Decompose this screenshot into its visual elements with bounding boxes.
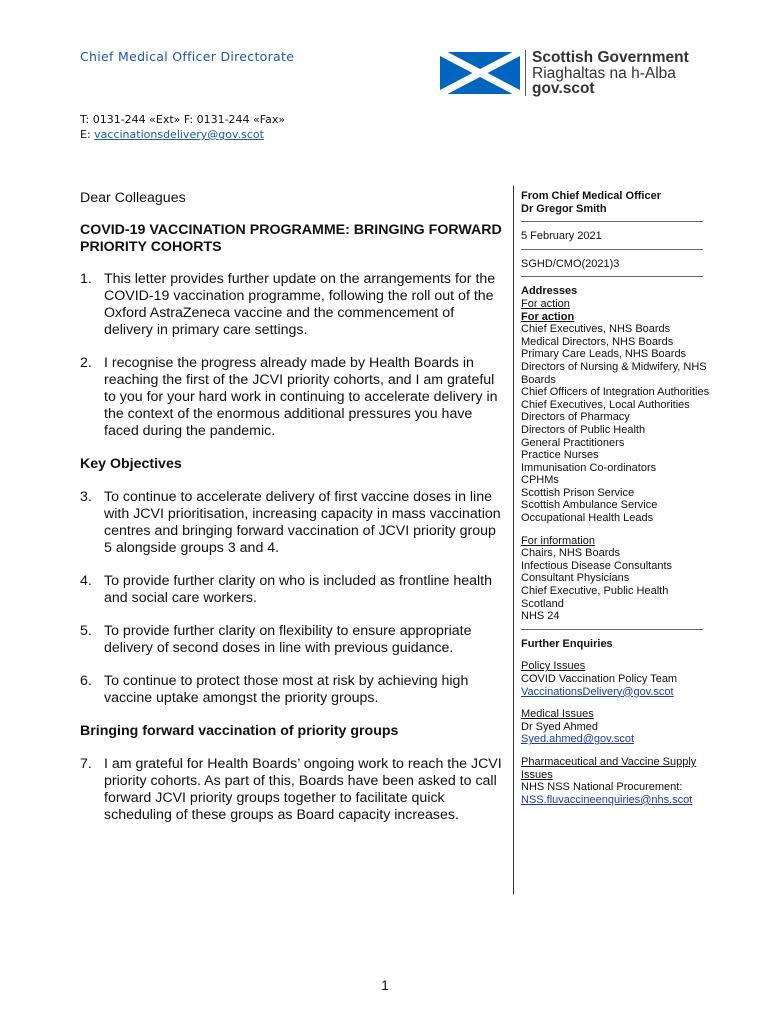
numbered-paragraph <box>80 673 505 707</box>
paragraph-number: 3. <box>80 489 92 505</box>
action-recipient: Practice Nurses <box>521 449 599 462</box>
action-recipient: Primary Care Leads, NHS Boards <box>521 348 687 361</box>
further-enquiries-heading: Further Enquiries <box>521 637 613 650</box>
policy-team: COVID Vaccination Policy Team <box>521 673 678 685</box>
contact-details <box>80 112 285 142</box>
medical-issues-label: Medical Issues <box>521 708 594 721</box>
paragraph-number: 5. <box>80 623 92 639</box>
scottish-government-logo <box>440 50 710 96</box>
sidebar-rule <box>521 629 703 630</box>
for-information-label: For information <box>521 534 595 547</box>
action-recipient: Immunisation Co-ordinators <box>521 461 657 474</box>
saltire-flag-icon <box>440 52 520 94</box>
paragraph-number: 4. <box>80 573 92 589</box>
information-recipient: NHS 24 <box>521 610 560 623</box>
pharma-org: NHS NSS National Procurement: <box>521 781 683 794</box>
numbered-paragraph <box>80 623 505 657</box>
paragraph-number: 7. <box>80 756 92 772</box>
sidebar-divider <box>513 186 514 894</box>
addresses-heading: Addresses <box>521 285 578 298</box>
action-recipient: Medical Directors, NHS Boards <box>521 335 674 348</box>
logo-line-2: Riaghaltas na h-Alba <box>532 65 676 82</box>
action-recipient: Directors of Nursing & Midwifery, NHS Boards <box>521 360 707 386</box>
action-recipient: Scottish Ambulance Service <box>521 499 658 512</box>
sidebar-rule <box>521 249 703 250</box>
for-action-label: For action <box>521 297 570 310</box>
action-recipient: Directors of Pharmacy <box>521 411 630 424</box>
action-recipient: Chief Executives, NHS Boards <box>521 323 671 336</box>
pharma-email-link[interactable]: NSS.fluvaccineenquiries@nhs.scot <box>521 793 693 806</box>
numbered-paragraph <box>80 573 505 607</box>
letter-date: 5 February 2021 <box>521 230 602 243</box>
numbered-paragraph <box>80 756 505 824</box>
sidebar-rule <box>521 221 703 222</box>
from-line-1: From Chief Medical Officer <box>521 190 661 202</box>
letter-body <box>80 190 505 840</box>
policy-issues-label: Policy Issues <box>521 660 586 673</box>
logo-line-1: Scottish Government <box>532 49 689 66</box>
information-recipient: Consultant Physicians <box>521 572 630 585</box>
email-line <box>80 127 285 142</box>
action-recipient: Occupational Health Leads <box>521 512 654 525</box>
logo-line-3: gov.scot <box>532 80 595 97</box>
paragraph-text: This letter provides further update on the arrangements for the COVID-19 vaccination programme, following the roll out of the Oxford AstraZeneca vaccine and the commencement of delivery in primary care settings. <box>104 271 496 338</box>
information-recipient: Infectious Disease Consultants <box>521 559 673 572</box>
greeting: Dear Colleagues <box>80 190 186 206</box>
for-action-label-bold: For action <box>521 310 575 323</box>
action-recipient: Chief Executives, Local Authorities <box>521 398 690 411</box>
contact-email-link[interactable]: vaccinationsdelivery@gov.scot <box>94 128 264 141</box>
email-prefix: E: <box>80 128 95 141</box>
medical-email-link[interactable]: Syed.ahmed@gov.scot <box>521 733 635 746</box>
information-recipient: Chief Executive, Public Health Scotland <box>521 585 669 610</box>
paragraph-text: To continue to protect those most at risk by achieving high vaccine uptake amongst the priority groups. <box>104 673 469 706</box>
key-objectives-heading: Key Objectives <box>80 456 182 472</box>
action-recipient: Scottish Prison Service <box>521 486 635 499</box>
policy-email-link[interactable]: VaccinationsDelivery@gov.scot <box>521 685 674 698</box>
paragraph-number: 2. <box>80 355 92 371</box>
numbered-paragraph <box>80 271 505 339</box>
sidebar <box>521 190 711 806</box>
paragraph-text: I am grateful for Health Boards’ ongoing work to reach the JCVI priority cohorts. As part of this, Boards have been asked to call forward JCVI priority groups together to facilitate quick scheduling of these groups as Board capacity increases. <box>104 756 502 823</box>
directorate-title: Chief Medical Officer Directorate <box>80 49 295 64</box>
action-recipient: Chief Officers of Integration Authorities <box>521 386 710 399</box>
numbered-paragraph <box>80 355 505 440</box>
action-recipient: General Practitioners <box>521 436 625 449</box>
information-recipient: Chairs, NHS Boards <box>521 547 621 560</box>
phone-fax-line: T: 0131-244 «Ext» F: 0131-244 «Fax» <box>80 113 286 126</box>
pharma-issues-label: Pharmaceutical and Vaccine Supply Issues <box>521 755 697 781</box>
paragraph-text: To provide further clarity on who is included as frontline health and social care workers. <box>104 573 493 606</box>
sidebar-rule <box>521 276 703 277</box>
letter-reference: SGHD/CMO(2021)3 <box>521 257 620 270</box>
paragraph-text: To continue to accelerate delivery of first vaccine doses in line with JCVI prioritisation, increasing capacity in mass vaccination centres and bringing forward vaccination of JCVI priority group 5 alongside groups 3 and 4. <box>104 489 501 556</box>
paragraph-text: I recognise the progress already made by Health Boards in reaching the first of the JCVI priority cohorts, and I am grateful to you for your hard work in continuing to accelerate delivery in the context of the enormous additional pressures you have faced during the pandemic. <box>104 355 498 439</box>
numbered-paragraph <box>80 489 505 557</box>
paragraph-number: 6. <box>80 673 92 689</box>
bringing-forward-heading: Bringing forward vaccination of priority groups <box>80 723 399 739</box>
action-recipient: CPHMs <box>521 474 559 487</box>
logo-divider <box>525 50 526 96</box>
paragraph-text: To provide further clarity on flexibility to ensure appropriate delivery of second doses in line with previous guidance. <box>104 623 472 656</box>
letter-subject: COVID-19 VACCINATION PROGRAMME: BRINGING FORWARD PRIORITY COHORTS <box>80 222 502 255</box>
paragraph-number: 1. <box>80 271 92 287</box>
medical-contact-name: Dr Syed Ahmed <box>521 720 599 733</box>
action-recipient: Directors of Public Health <box>521 423 646 436</box>
page-number: 1 <box>381 977 389 993</box>
from-line-2: Dr Gregor Smith <box>521 202 607 215</box>
